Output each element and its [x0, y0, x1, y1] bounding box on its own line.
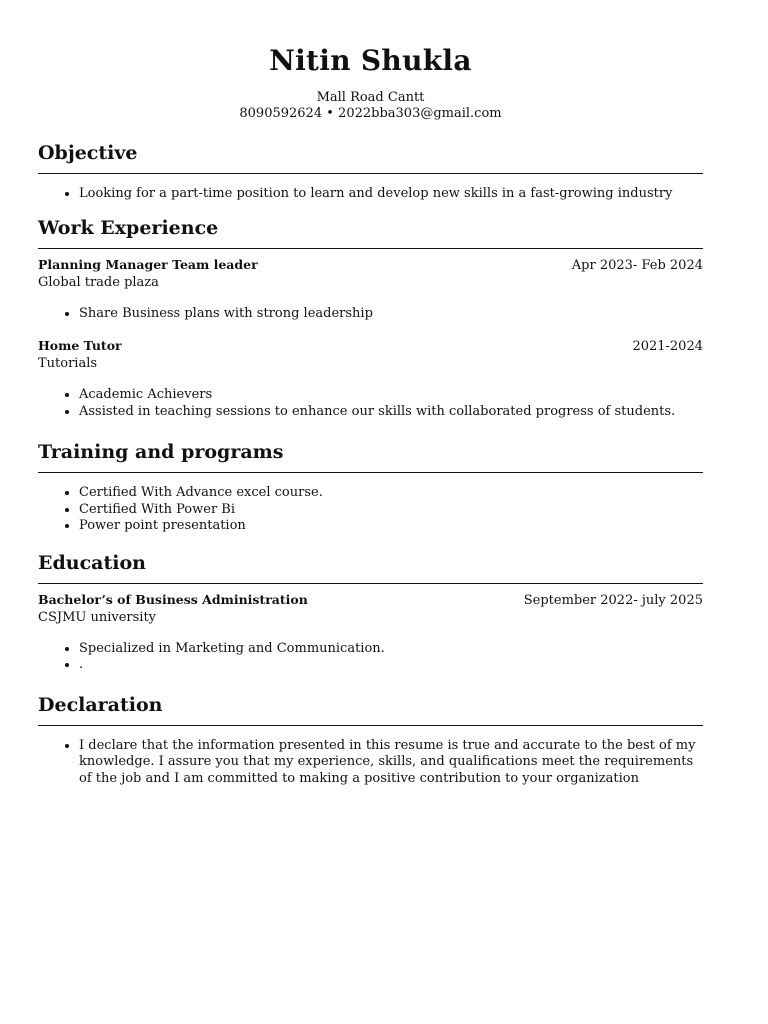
contact-separator: •	[326, 106, 334, 121]
contact-line	[38, 106, 703, 122]
education-section	[38, 551, 703, 674]
candidate-name: Nitin Shukla	[269, 44, 472, 77]
training-section	[38, 440, 703, 535]
school-name: CSJMU university	[38, 609, 157, 625]
education-dates: September 2022- july 2025	[523, 592, 703, 608]
objective-list	[38, 186, 703, 203]
declaration-title: Declaration	[38, 693, 703, 726]
job-title: Home Tutor	[38, 338, 122, 353]
declaration-section	[38, 693, 703, 788]
email-address: 2022bba303@gmail.com	[338, 106, 502, 121]
education-title: Education	[38, 551, 703, 584]
training-item: • Power point presentation	[79, 518, 703, 535]
employer: Tutorials	[38, 356, 98, 371]
work-entry	[38, 256, 703, 323]
training-list	[38, 485, 703, 535]
job-bullet: • Academic Achievers	[79, 387, 703, 404]
resume-header	[38, 0, 703, 122]
objective-item: • Looking for a part-time position to learn and develop new skills in a fast-growing industry	[79, 186, 703, 203]
job-bullets	[38, 306, 703, 323]
declaration-list	[38, 738, 703, 788]
declaration-item: • I declare that the information presented in this resume is true and accurate to the best of my knowledge. I assure you that my experience, skills, and qualifications meet the requirements of the job and I am committed to making a positive contribution to your organization	[79, 738, 703, 788]
work-experience-section	[38, 216, 703, 421]
education-entry	[38, 591, 703, 674]
job-bullets	[38, 387, 703, 420]
job-dates: 2021-2024	[632, 339, 703, 354]
job-bullet: • Assisted in teaching sessions to enhance our skills with collaborated progress of students.	[79, 404, 703, 421]
education-bullet: • Specialized in Marketing and Communication.	[79, 641, 703, 658]
job-dates: Apr 2023- Feb 2024	[571, 257, 703, 273]
training-item: • Certified With Power Bi	[79, 502, 703, 519]
education-bullet: • .	[79, 657, 703, 674]
phone-number: 8090592624	[239, 106, 323, 121]
job-title: Planning Manager Team leader	[38, 256, 258, 272]
job-bullet: • Share Business plans with strong leadership	[79, 306, 703, 323]
objective-title: Objective	[38, 141, 703, 174]
work-entry-header	[38, 256, 703, 274]
degree-name: Bachelor’s of Business Administration	[38, 591, 308, 607]
education-entry-header	[38, 591, 703, 609]
work-entry	[38, 337, 703, 420]
training-item: • Certified With Advance excel course.	[79, 485, 703, 502]
work-entry-header	[38, 337, 703, 355]
employer: Global trade plaza	[38, 274, 159, 290]
address: Mall Road Cantt	[316, 90, 425, 105]
education-bullets	[38, 641, 703, 674]
training-title: Training and programs	[38, 440, 703, 473]
work-experience-title: Work Experience	[38, 216, 703, 249]
objective-section	[38, 141, 703, 203]
